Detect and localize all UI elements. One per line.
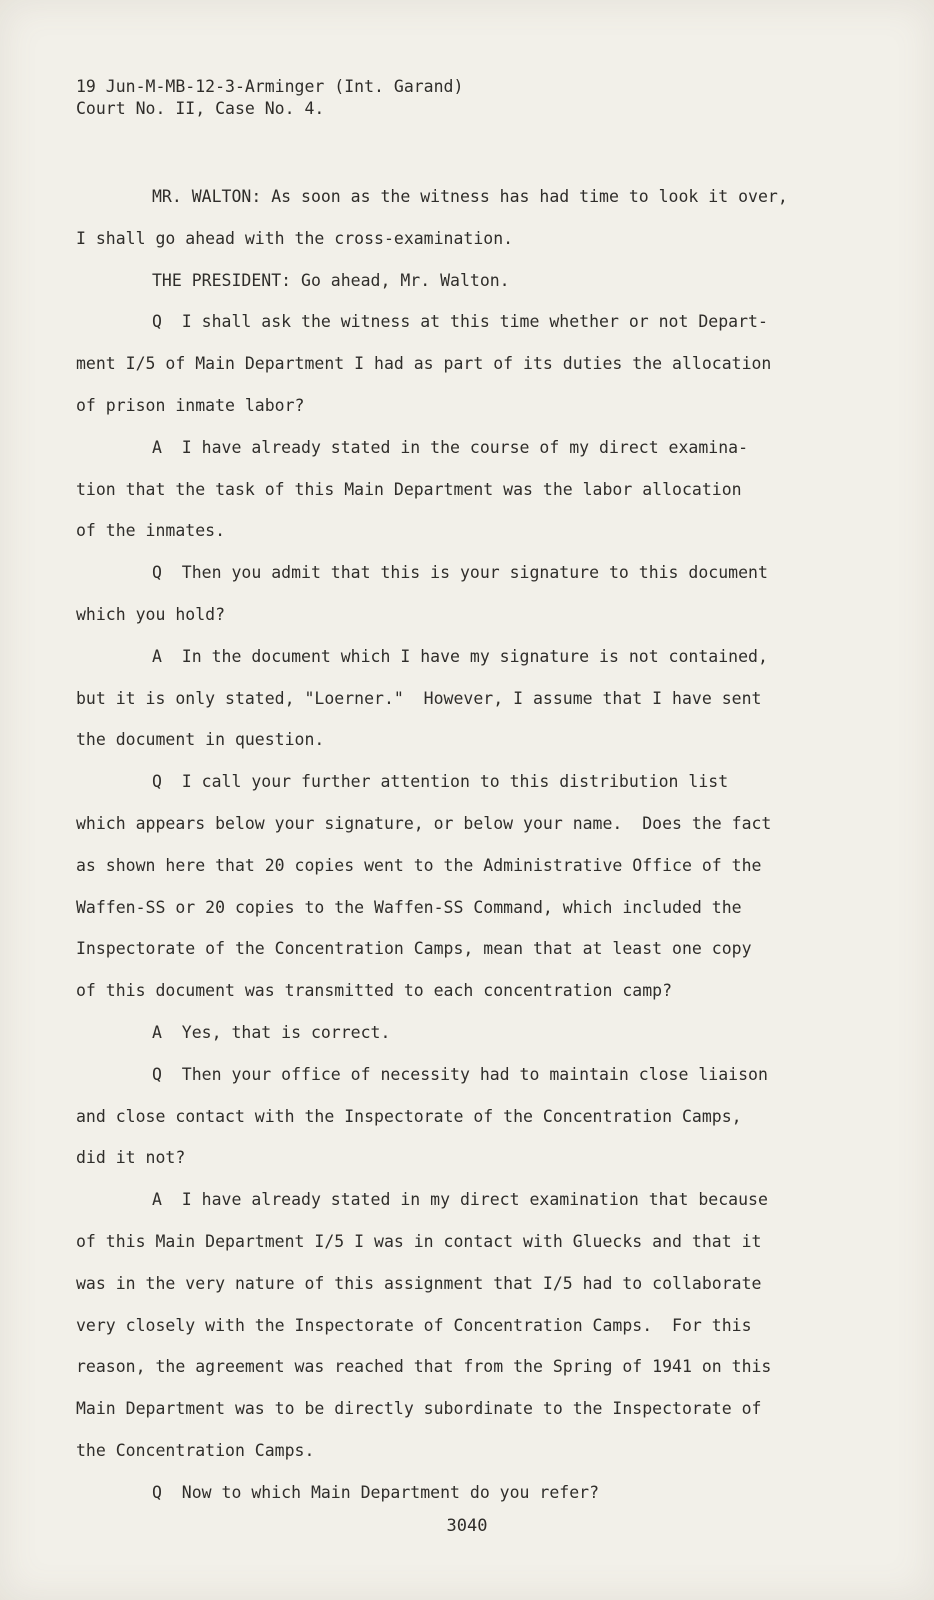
- transcript-line: A Yes, that is correct.: [152, 1022, 391, 1042]
- transcript-line: of prison inmate labor?: [76, 395, 305, 415]
- transcript-line: A In the document which I have my signature is not contained,: [152, 646, 768, 666]
- transcript-line: but it is only stated, "Loerner." However, I assume that I have sent: [76, 688, 762, 708]
- transcript-line: Q I shall ask the witness at this time whether or not Depart-: [152, 312, 768, 332]
- transcript-line: of this document was transmitted to each concentration camp?: [76, 981, 673, 1001]
- transcript-line: I shall go ahead with the cross-examination.: [76, 228, 514, 248]
- header-reference-line: 19 Jun-M-MB-12-3-Arminger (Int. Garand): [76, 77, 464, 96]
- transcript-line: as shown here that 20 copies went to the Administrative Office of the: [76, 855, 762, 875]
- transcript-line: Q Now to which Main Department do you refer?: [152, 1482, 600, 1502]
- transcript-line: did it not?: [76, 1148, 186, 1168]
- transcript-line: THE PRESIDENT: Go ahead, Mr. Walton.: [152, 270, 510, 290]
- transcript-line: Q Then your office of necessity had to maintain close liaison: [152, 1064, 768, 1084]
- transcript-line: and close contact with the Inspectorate of the Concentration Camps,: [76, 1106, 742, 1126]
- transcript-line: which you hold?: [76, 604, 226, 624]
- transcript-line: reason, the agreement was reached that from the Spring of 1941 on this: [76, 1357, 772, 1377]
- transcript-line: A I have already stated in my direct examination that because: [152, 1190, 768, 1210]
- transcript-line: Q Then you admit that this is your signature to this document: [152, 563, 768, 583]
- transcript-line: of the inmates.: [76, 521, 226, 541]
- transcript-line: Main Department was to be directly subordinate to the Inspectorate of: [76, 1399, 762, 1419]
- document-header: [76, 76, 463, 120]
- header-court-line: Court No. II, Case No. 4.: [76, 99, 325, 118]
- transcript-line: the document in question.: [76, 730, 325, 750]
- transcript-line: very closely with the Inspectorate of Concentration Camps. For this: [76, 1315, 752, 1335]
- transcript-line: A I have already stated in the course of my direct examina-: [152, 437, 749, 457]
- transcript-line: of this Main Department I/5 I was in contact with Gluecks and that it: [76, 1231, 762, 1251]
- transcript-line: Q I call your further attention to this distribution list: [152, 772, 729, 792]
- page-number: 3040: [446, 1516, 488, 1536]
- transcript-line: which appears below your signature, or below your name. Does the fact: [76, 813, 772, 833]
- transcript-line: was in the very nature of this assignment that I/5 had to collaborate: [76, 1273, 762, 1293]
- transcript-body: [76, 176, 806, 1514]
- transcript-line: ment I/5 of Main Department I had as part of its duties the allocation: [76, 354, 772, 374]
- transcript-line: tion that the task of this Main Department was the labor allocation: [76, 479, 742, 499]
- transcript-line: MR. WALTON: As soon as the witness has had time to look it over,: [152, 187, 788, 206]
- transcript-line: Waffen-SS or 20 copies to the Waffen-SS Command, which included the: [76, 897, 742, 917]
- transcript-line: the Concentration Camps.: [76, 1440, 315, 1460]
- transcript-line: Inspectorate of the Concentration Camps, mean that at least one copy: [76, 939, 752, 959]
